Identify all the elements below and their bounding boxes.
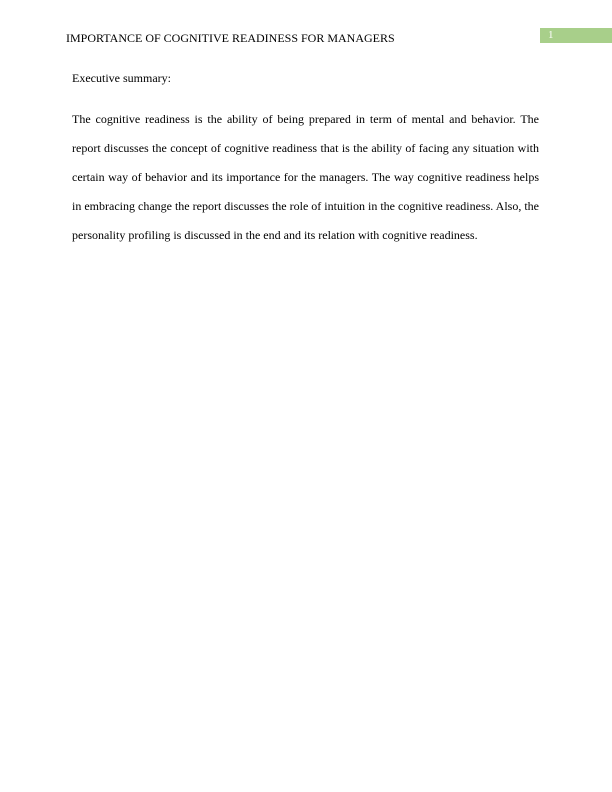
running-head-title: IMPORTANCE OF COGNITIVE READINESS FOR MANAGERS <box>66 31 395 45</box>
section-heading: Executive summary: <box>72 71 171 85</box>
page-number-badge <box>540 28 612 43</box>
executive-summary-paragraph: The cognitive readiness is the ability of being prepared in term of mental and behavior. The report discusses the concept of cognitive readiness that is the ability of facing any situation with certain way of behavior and its importance for the managers. The way cognitive readiness helps in embracing change the report discusses the role of intuition in the cognitive readiness. Also, the personality profiling is discussed in the end and its relation with cognitive readiness. <box>72 112 539 242</box>
page-number: 1 <box>548 29 554 41</box>
